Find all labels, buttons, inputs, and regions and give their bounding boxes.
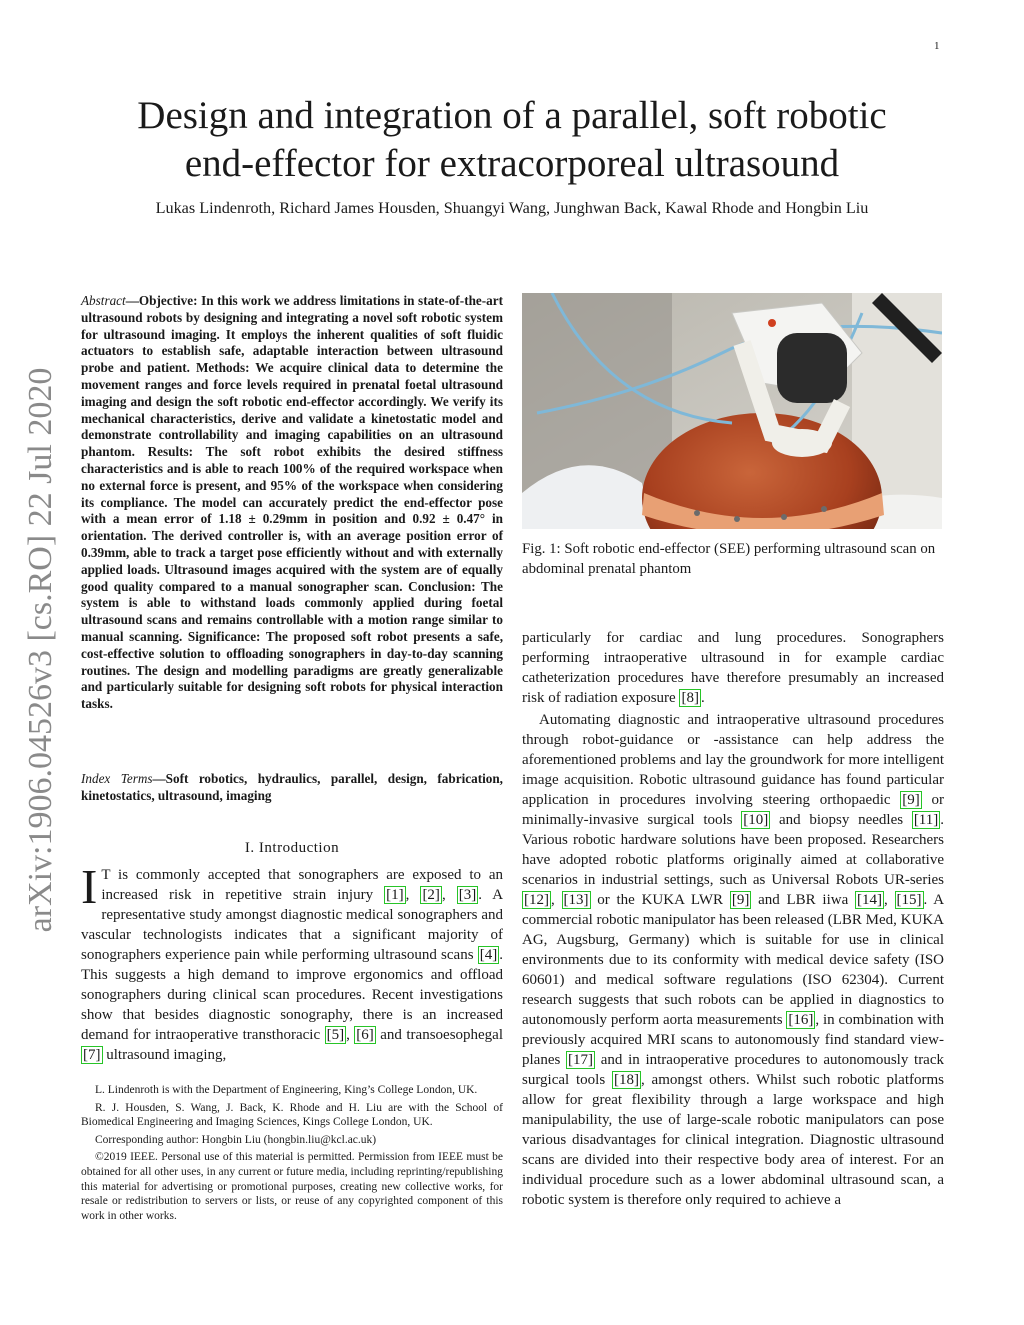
footnote: L. Lindenroth is with the Department of Engineering, King’s College London, UK. <box>95 1084 478 1096</box>
para-text: , <box>551 892 562 908</box>
abstract <box>81 293 503 713</box>
paper-title <box>60 92 964 188</box>
paragraph <box>522 628 944 708</box>
figure-caption: Fig. 1: Soft robotic end-effector (SEE) performing ultrasound scan on abdominal prenatal phantom <box>522 541 936 577</box>
intro-text: . A representative study amongst diagnostic medical sonographers and vascular technologists indicates that a significant majority of sonographers experience pain while performing ultrasound scans <box>81 887 504 963</box>
intro-sep: , <box>405 887 421 903</box>
para-text: and LBR iiwa <box>751 892 855 908</box>
drop-cap: I <box>81 859 98 914</box>
para-text: , amongst others. Whilst such robotic platforms allow for great flexibility through a large workspace and high manipulability, the use of large-scale robotic manipulators can pose various disadvantages for clinical integration. Diagnostic ultrasound scans are divided into their respective body area of interest. For an individual procedure such as a lower abdominal ultrasound scan, a robotic system is therefore only required to achieve a <box>522 1072 945 1208</box>
footnote: Corresponding author: Hongbin Liu (hongbin.liu@kcl.ac.uk) <box>95 1133 377 1146</box>
citation-link[interactable]: [15] <box>896 892 922 908</box>
page-number: 1 <box>934 40 940 52</box>
section-heading: I. Introduction <box>244 840 340 856</box>
para-text: and in intraoperative procedures to autonomously track surgical tools <box>522 1052 944 1088</box>
citation-link[interactable]: [1] <box>386 887 404 903</box>
para-text: or minimally-invasive surgical tools <box>522 792 945 828</box>
intro-text: ultrasound imaging, <box>102 1047 227 1063</box>
citation-link[interactable]: [18] <box>614 1072 639 1088</box>
citation-link[interactable]: [2] <box>422 887 440 903</box>
citation-link[interactable]: [4] <box>479 947 498 963</box>
citation-link[interactable]: [6] <box>356 1027 374 1043</box>
para-text: . Various robotic hardware solutions have been proposed. Researchers have adopted robotic platforms originally aimed at collaborative scenarios in industrial settings, such as Universal Robots UR-series <box>522 812 944 888</box>
citation-link[interactable]: [10] <box>743 812 769 828</box>
para-text: , <box>884 892 895 908</box>
citation-link[interactable]: [3] <box>458 887 477 903</box>
index-terms-text: —Soft robotics, hydraulics, parallel, design, fabrication, kinetostatics, ultrasound, imaging <box>81 771 503 803</box>
title-line-2: end-effector for extracorporeal ultrasound <box>184 142 840 185</box>
arxiv-stamp <box>10 355 72 945</box>
arxiv-stamp-text: arXiv:1906.04526v3 [cs.RO] 22 Jul 2020 <box>22 367 59 933</box>
para-text: Automating diagnostic and intraoperative ultrasound procedures through robot-guidance or -assistance can help address the aforementioned problems and lay the groundwork for more intelligent image acquisition. Robotic ultrasound guidance has found particular application in procedures involving steering orthopaedic <box>522 712 944 808</box>
citation-link[interactable]: [8] <box>681 690 699 706</box>
citation-link[interactable]: [17] <box>568 1052 594 1068</box>
soft-robot-photo-illustration <box>522 293 942 529</box>
intro-text: and transoesophegal <box>375 1027 504 1043</box>
para-text: and biopsy needles <box>770 812 912 828</box>
para-text: or the KUKA LWR <box>590 892 730 908</box>
footnote: R. J. Housden, S. Wang, J. Back, K. Rhode and H. Liu are with the School of Biomedical Engineering and Imaging Sciences, Kings College London, UK. <box>81 1101 503 1129</box>
citation-link[interactable]: [12] <box>524 892 549 908</box>
author-list: Lukas Lindenroth, Richard James Housden, Shuangyi Wang, Junghwan Back, Kawal Rhode and Hongbin Liu <box>155 199 869 217</box>
title-line-1: Design and integration of a parallel, soft robotic <box>137 94 887 137</box>
right-column-text <box>522 628 944 1210</box>
para-text: particularly for cardiac and lung procedures. Sonographers performing intraoperative ultrasound in for example cardiac catheterization procedures have therefore presumably an increased risk of radiation exposure <box>522 630 944 706</box>
figure-photo <box>522 293 942 529</box>
citation-link[interactable]: [5] <box>326 1027 345 1043</box>
intro-sep: , <box>346 1027 355 1043</box>
index-terms-label: Index Terms <box>81 771 153 786</box>
citation-link[interactable]: [9] <box>731 892 750 908</box>
citation-link[interactable]: [13] <box>563 892 589 908</box>
intro-paragraph <box>81 859 504 1065</box>
citation-link[interactable]: [16] <box>788 1012 814 1028</box>
footnotes <box>81 1083 503 1226</box>
abstract-label: Abstract <box>81 293 126 308</box>
para-text: . <box>700 690 705 706</box>
para-text: , in combination with previously acquired MRI scans to autonomously find standard view-planes <box>522 1012 944 1068</box>
index-terms <box>81 771 503 805</box>
paragraph <box>522 710 944 1210</box>
footnote: ©2019 IEEE. Personal use of this material is permitted. Permission from IEEE must be obtained for all other uses, in any current or future media, including reprinting/republishing this material for advertising or promotional purposes, creating new collective works, for resale or redistribution to servers or lists, or reuse of any copyrighted component of this work in other works. <box>81 1151 503 1222</box>
abstract-text: —Objective: In this work we address limitations in state-of-the-art ultrasound robots by designing and integrating a novel soft robotic system for ultrasound imaging. It employs the inherent qualities of soft fluidic actuators to establish safe, adaptable interaction between ultrasound probe and patient. Methods: We acquire clinical data to determine the movement ranges and force levels required in prenatal foetal ultrasound imaging and design the soft robotic end-effector accordingly. We verify its mechanical characteristics, derive and validate a kinetostatic model and demonstrate controllability and imaging capabilities on an ultrasound phantom. Results: The soft robot exhibits the desired stiffness characteristics and is able to reach 100% of the required workspace when no external force is present, and 95% of the workspace when considering its compliance. The model can accurately predict the end-effector pose with a mean error of 1.18 ± 0.29mm in position and 0.92 ± 0.47° in orientation. The derived controller is, with an average position error of 0.39mm, able to track a target pose efficiently without and with externally applied loads. Ultrasound images acquired with the system are of equally good quality compared to a manual sonographer scan. Conclusion: The system is able to withstand loads commonly applied during foetal ultrasound scans and remains controllable with a motion range similar to manual scanning. Significance: The proposed soft robot presents a safe, cost-effective solution to offloading sonographers in day-to-day scanning routines. The design and modelling paradigms are greatly generalizable and particularly suitable for designing soft robots for physical interaction tasks. <box>81 293 503 712</box>
citation-link[interactable]: [14] <box>857 892 882 908</box>
citation-link[interactable]: [9] <box>902 792 920 808</box>
intro-sep: , <box>441 887 457 903</box>
citation-link[interactable]: [7] <box>83 1047 101 1063</box>
intro-text: . This suggests a high demand to improve ergonomics and offload sonographers during clinical scan procedures. Recent investigations show that besides diagnostic sonography, there is an increased demand for intraoperative transthoracic <box>81 947 503 1043</box>
para-text: . A commercial robotic manipulator has been released (LBR Med, KUKA AG, Augsburg, Germany) which is suitable for use in clinical environments due to its conformity with medical device safety (ISO 60601) and medical software regulations (ISO 62304). Current research suggests that such robots can be applied in diagnostics to autonomously perform aorta measurements <box>522 892 945 1028</box>
citation-link[interactable]: [11] <box>913 812 939 828</box>
intro-text: T is commonly accepted that sonographers are exposed to an increased risk in repetitive strain injury <box>101 867 503 903</box>
